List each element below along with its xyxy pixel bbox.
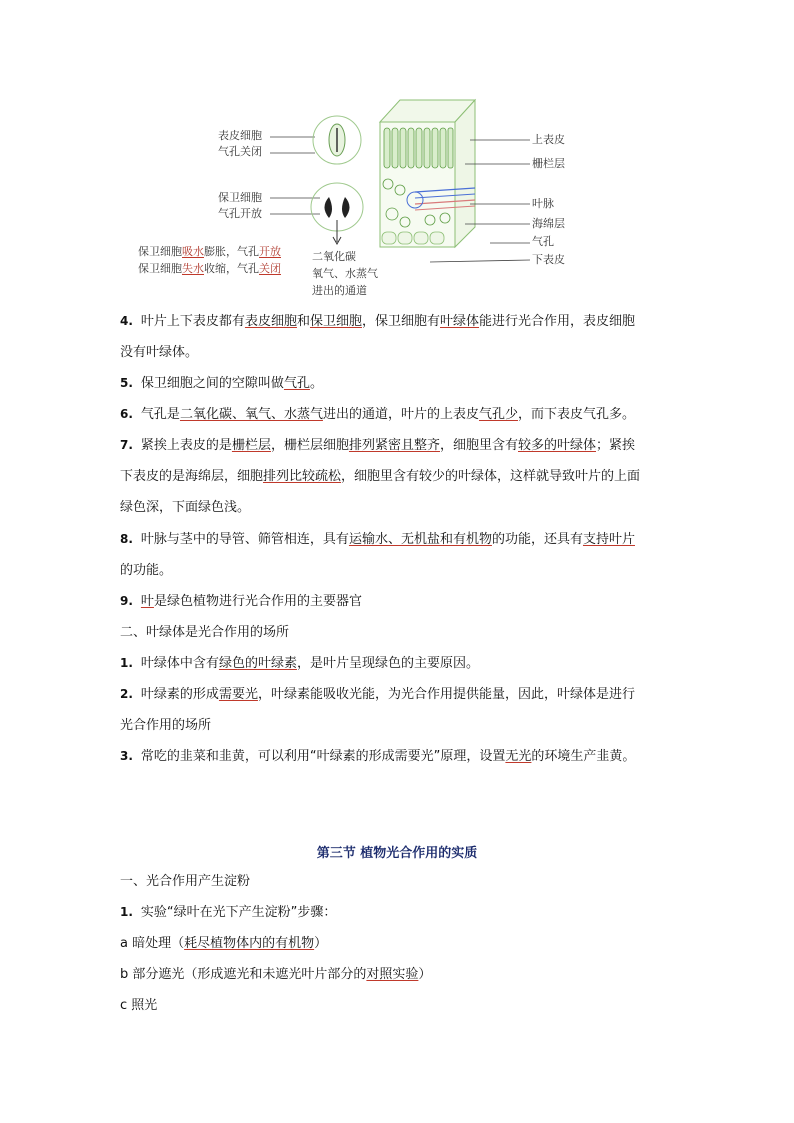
section-title: 第三节 植物光合作用的实质 xyxy=(316,846,478,861)
caption-channel: 进出的通道 xyxy=(312,284,367,297)
step-b: b 部分遮光（形成遮光和未遮光叶片部分的对照实验） xyxy=(120,967,432,982)
caption-co2: 二氧化碳 xyxy=(312,250,356,263)
leaf-cross-section xyxy=(380,100,475,247)
label-guard-cell: 保卫细胞 xyxy=(218,191,262,204)
caption-o2-water: 氧气、水蒸气 xyxy=(312,267,378,280)
step-c: c 照光 xyxy=(120,998,158,1013)
label-stoma: 气孔 xyxy=(532,235,554,248)
paragraph-q3: 3. 常吃的韭菜和韭黄，可以利用“叶绿素的形成需要光”原理，设置无光的环境生产韭黄。 xyxy=(120,749,636,764)
caption-lose-water: 保卫细胞失水收缩，气孔关闭 xyxy=(138,262,281,275)
stoma-open-drawing xyxy=(311,183,363,244)
label-palisade: 栅栏层 xyxy=(532,157,565,170)
leaf-structure-figure xyxy=(130,92,600,302)
heading-chloroplast: 二、叶绿体是光合作用的场所 xyxy=(120,625,290,640)
step-a: a 暗处理（耗尽植物体内的有机物） xyxy=(120,936,328,951)
paragraph-q1: 1. 叶绿体中含有绿色的叶绿素，是叶片呈现绿色的主要原因。 xyxy=(120,656,479,671)
label-epidermal-cell: 表皮细胞 xyxy=(218,129,262,142)
step-intro: 1. 实验“绿叶在光下产生淀粉”步骤： xyxy=(120,905,337,920)
label-upper-epidermis: 上表皮 xyxy=(532,133,565,146)
label-spongy: 海绵层 xyxy=(532,217,565,230)
caption-absorb-water: 保卫细胞吸水膨胀，气孔开放 xyxy=(138,245,281,258)
paragraph-8: 8. 叶脉与茎中的导管、筛管相连，具有运输水、无机盐和有机物的功能，还具有支持叶片 的功能。 xyxy=(120,532,635,578)
heading-starch: 一、光合作用产生淀粉 xyxy=(120,874,251,889)
label-lower-epidermis: 下表皮 xyxy=(532,253,565,266)
paragraph-9: 9. 叶是绿色植物进行光合作用的主要器官 xyxy=(120,594,362,609)
paragraph-7: 7. 紧挨上表皮的是栅栏层，栅栏层细胞排列紧密且整齐，细胞里含有较多的叶绿体；紧挨 下表皮的是海绵层，细胞排列比较疏松，细胞里含有较少的叶绿体，这样就导致叶片的上面 绿色深，下面绿色浅。 xyxy=(120,438,641,515)
label-vein: 叶脉 xyxy=(532,197,554,210)
paragraph-6: 6. 气孔是二氧化碳、氧气、水蒸气进出的通道，叶片的上表皮气孔少，而下表皮气孔多。 xyxy=(120,407,635,422)
paragraph-4: 4. 叶片上下表皮都有表皮细胞和保卫细胞，保卫细胞有叶绿体能进行光合作用，表皮细胞 没有叶绿体。 xyxy=(120,314,636,360)
label-stoma-closed: 气孔关闭 xyxy=(218,145,262,158)
paragraph-5: 5. 保卫细胞之间的空隙叫做气孔。 xyxy=(120,376,323,391)
label-stoma-open: 气孔开放 xyxy=(218,207,262,220)
paragraph-q2: 2. 叶绿素的形成需要光，叶绿素能吸收光能，为光合作用提供能量，因此，叶绿体是进行 光合作用的场所 xyxy=(120,687,635,733)
stoma-closed-drawing xyxy=(313,116,361,164)
